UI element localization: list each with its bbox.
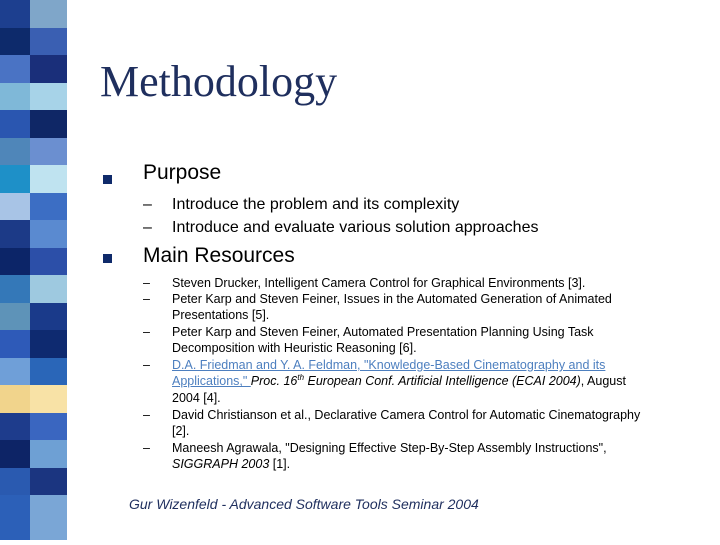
resource-item-2: [172, 291, 612, 324]
strip-blocks: [0, 0, 67, 540]
dash-marker: –: [143, 219, 152, 236]
dash-marker: –: [143, 292, 150, 306]
resource-venue: European Conf. Artificial Intelligence (ECAI 2004): [304, 374, 581, 389]
resource-item-5: [172, 407, 640, 440]
resource-text: [1].: [269, 457, 291, 472]
purpose-item: Introduce the problem and its complexity: [172, 196, 460, 213]
resource-text: Peter Karp and Steven Feiner, Issues in the Automated Generation of Animated: [172, 292, 612, 306]
resource-item-1: [172, 275, 585, 291]
purpose-heading: Purpose: [143, 161, 222, 184]
resource-text: [2].: [172, 424, 190, 439]
resource-venue: SIGGRAPH 2003: [172, 457, 270, 472]
resource-proc: Proc. 16: [250, 374, 298, 389]
resource-link[interactable]: D.A. Friedman and Y. A. Feldman, "Knowledge-Based Cinematography and its: [172, 358, 606, 372]
dash-marker: –: [143, 441, 150, 455]
resource-item-4: [172, 357, 626, 406]
resource-link[interactable]: Applications,": [172, 374, 251, 389]
dash-marker: –: [143, 358, 150, 372]
resource-sup: th: [297, 373, 305, 383]
dash-marker: –: [143, 276, 150, 290]
dash-marker: –: [143, 196, 152, 213]
dash-marker: –: [143, 408, 150, 422]
resource-item-6: [172, 440, 607, 473]
resource-text: Decomposition with Heuristic Reasoning [6].: [172, 341, 417, 356]
purpose-item: Introduce and evaluate various solution approaches: [172, 219, 539, 236]
slide-footer: Gur Wizenfeld - Advanced Software Tools Seminar 2004: [129, 496, 479, 512]
resource-text: David Christianson et al., Declarative Camera Control for Automatic Cinematography: [172, 408, 641, 422]
square-bullet-icon: [103, 254, 112, 263]
resource-text: Maneesh Agrawala, "Designing Effective Step-By-Step Assembly Instructions",: [172, 441, 607, 455]
resource-text: Steven Drucker, Intelligent Camera Control for Graphical Environments [3].: [172, 276, 586, 290]
decorative-color-strip: [0, 0, 67, 540]
slide-title: Methodology: [100, 57, 338, 106]
resource-text: , August: [580, 374, 626, 389]
resource-text: Presentations [5].: [172, 308, 270, 323]
resource-text: 2004 [4].: [172, 390, 221, 405]
resources-heading: Main Resources: [143, 244, 295, 267]
dash-marker: –: [143, 325, 150, 339]
resource-item-3: [172, 324, 594, 357]
square-bullet-icon: [103, 175, 112, 184]
resource-text: Peter Karp and Steven Feiner, Automated Presentation Planning Using Task: [172, 325, 594, 339]
